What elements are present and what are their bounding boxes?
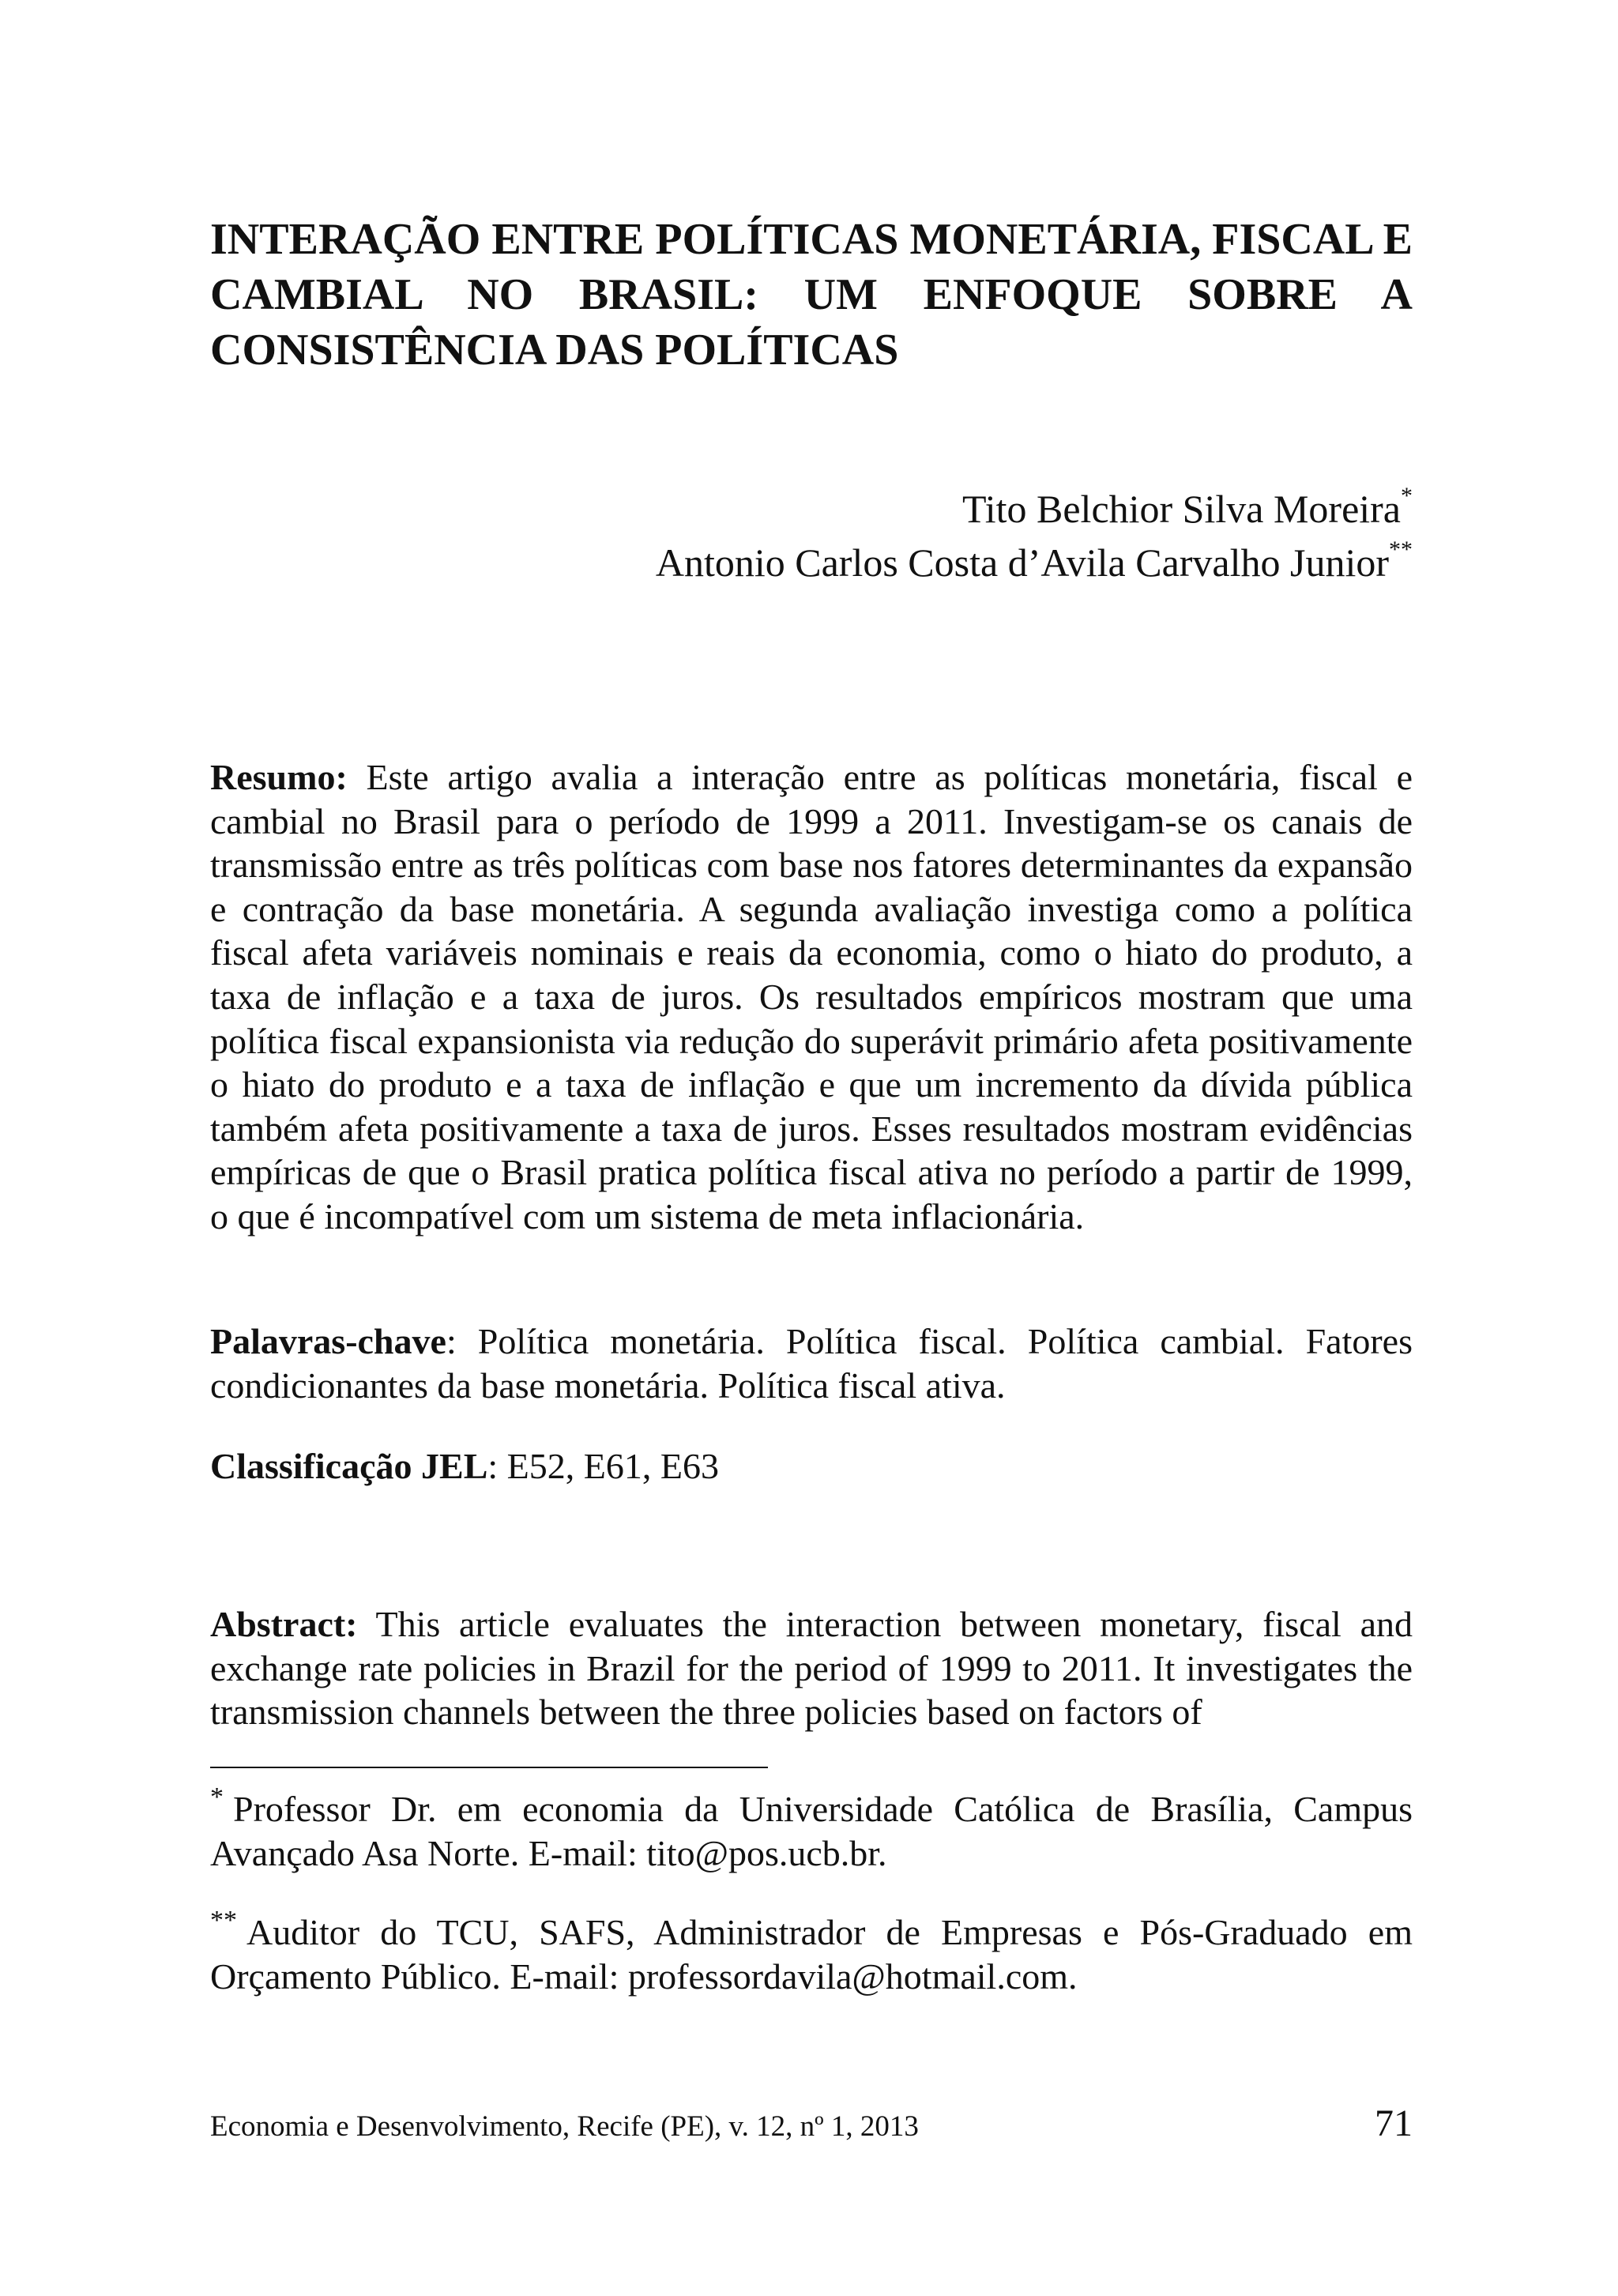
footnote-text: Professor Dr. em economia da Universidade Católica de Brasília, Campus Avançado Asa Norte. E-mail: tito@pos.ucb.br. xyxy=(210,1789,1413,1873)
jel-text: : E52, E61, E63 xyxy=(487,1446,719,1486)
author-list xyxy=(307,482,1413,589)
footnote-text: Auditor do TCU, SAFS, Administrador de Empresas e Pós-Graduado em Orçamento Público. E-mail: professordavila@hotmail.com. xyxy=(210,1912,1413,1997)
keywords-text: : Política monetária. Política fiscal. Política cambial. Fatores condicionantes da base monetária. Política fiscal ativa. xyxy=(210,1321,1413,1406)
journal-citation: Economia e Desenvolvimento, Recife (PE), v. 12, nº 1, 2013 xyxy=(210,2110,919,2143)
page-number: 71 xyxy=(1375,2102,1413,2144)
author-footnote-mark: * xyxy=(1401,483,1413,510)
resumo-paragraph xyxy=(210,755,1413,1239)
footnote-mark: ** xyxy=(210,1905,237,1935)
jel-label: Classificação JEL xyxy=(210,1446,488,1486)
article-title: INTERAÇÃO ENTRE POLÍTICAS MONETÁRIA, FISCAL E CAMBIAL NO BRASIL: UM ENFOQUE SOBRE A CONSISTÊNCIA DAS POLÍTICAS xyxy=(210,215,1413,375)
page-footer xyxy=(210,2102,1413,2145)
abstract-text: This article evaluates the interaction between monetary, fiscal and exchange rate policies in Brazil for the period of 1999 to 2011. It investigates the transmission channels between the three policies based on factors of xyxy=(210,1604,1413,1733)
keywords-paragraph xyxy=(210,1319,1413,1407)
abstract-paragraph xyxy=(210,1602,1413,1734)
footnote-mark: * xyxy=(210,1782,224,1812)
jel-paragraph xyxy=(210,1444,1413,1489)
footnote-divider xyxy=(210,1767,768,1768)
footnote-1 xyxy=(210,1782,1413,1876)
footnote-2 xyxy=(210,1905,1413,1999)
author-name: Antonio Carlos Costa d’Avila Carvalho Junior xyxy=(655,540,1389,585)
author-footnote-mark: ** xyxy=(1389,536,1413,563)
keywords-label: Palavras-chave xyxy=(210,1321,446,1361)
author-name: Tito Belchior Silva Moreira xyxy=(961,487,1401,531)
author-1 xyxy=(307,482,1413,536)
abstract-label: Abstract: xyxy=(210,1604,358,1644)
author-2 xyxy=(307,536,1413,589)
resumo-text: Este artigo avalia a interação entre as políticas monetária, fiscal e cambial no Brasil para o período de 1999 a 2011. Investigam-se os canais de transmissão entre as três políticas com base nos fatores determinantes da expansão e contração da base monetária. A segunda avaliação investiga como a política fiscal afeta variáveis nominais e reais da economia, como o hiato do produto, a taxa de inflação e a taxa de juros. Os resultados empíricos mostram que uma política fiscal expansionista via redução do superávit primário afeta positivamente o hiato do produto e a taxa de inflação e que um incremento da dívida pública também afeta positivamente a taxa de juros. Esses resultados mostram evidências empíricas de que o Brasil pratica política fiscal ativa no período a partir de 1999, o que é incompatível com um sistema de meta inflacionária. xyxy=(210,757,1413,1236)
resumo-label: Resumo: xyxy=(210,757,348,797)
